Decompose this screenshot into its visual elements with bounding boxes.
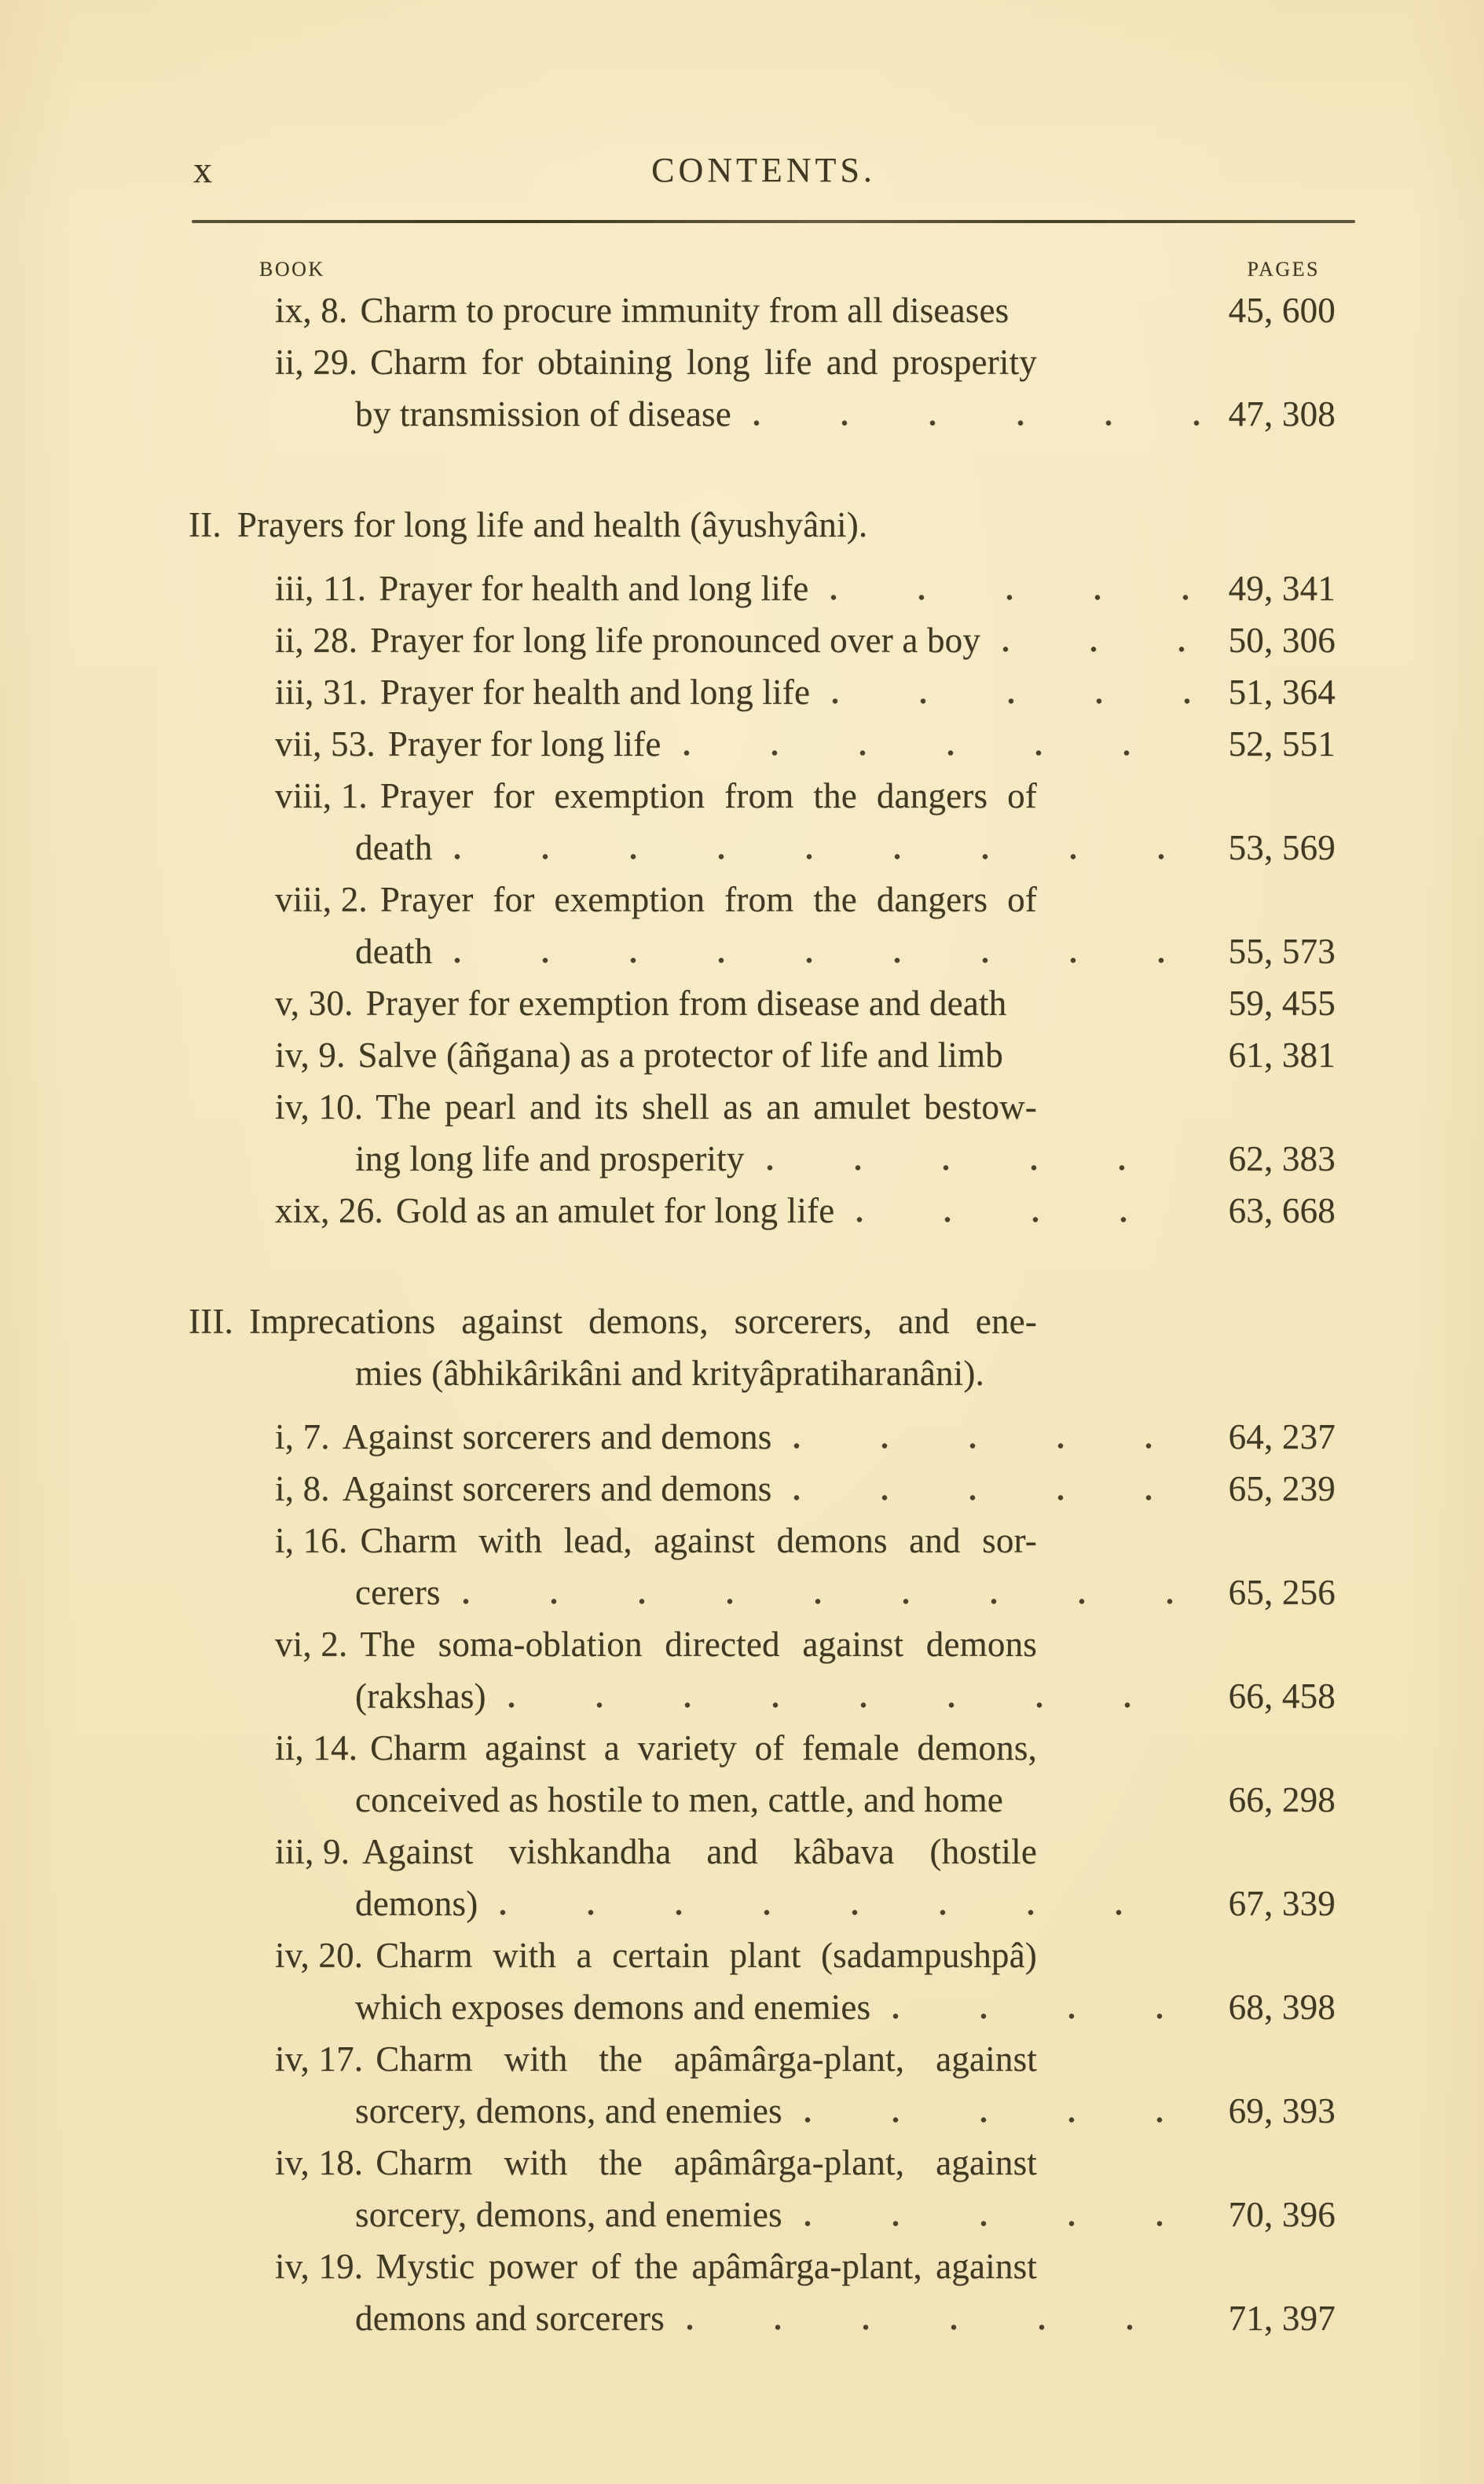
- entry-title: death: [355, 828, 433, 867]
- entry-title: sorcery, demons, and enemies: [355, 2091, 782, 2130]
- entry-ref: iv, 18.: [275, 2143, 364, 2182]
- toc-entry-line: [275, 666, 1336, 718]
- entry-ref: viii, 1.: [275, 776, 368, 815]
- entry-ref: iv, 17.: [275, 2039, 364, 2079]
- leader-dots: [793, 1495, 1201, 1500]
- toc-entry-line: [275, 1029, 1336, 1081]
- toc-entry-line: [275, 770, 1037, 822]
- entry-title: Charm against a variety of female demons,: [370, 1728, 1037, 1768]
- entry-pages: 52, 551: [1228, 724, 1336, 764]
- leader-dots: [683, 750, 1202, 756]
- toc-entry-line: [355, 388, 1336, 440]
- entry-ref: ix, 8.: [275, 291, 348, 330]
- column-header-book: BOOK: [259, 258, 325, 280]
- entry-title: by transmission of disease: [355, 394, 731, 434]
- entry-pages: 64, 237: [1228, 1417, 1336, 1456]
- entry-ref: ii, 14.: [275, 1728, 358, 1768]
- entry-ref: viii, 2.: [275, 880, 368, 919]
- entry-pages: 63, 668: [1228, 1191, 1336, 1230]
- toc-entry-line: [355, 2292, 1336, 2344]
- toc-entry-line: [275, 977, 1336, 1029]
- leader-dots: [454, 958, 1201, 963]
- entry-title: Charm with lead, against demons and sor-: [360, 1521, 1037, 1560]
- entry-ref: iv, 9.: [275, 1035, 346, 1075]
- toc-entry-line: [275, 1722, 1037, 1774]
- entry-title: Gold as an amulet for long life: [395, 1191, 835, 1230]
- entry-title: The soma-oblation directed against demons: [360, 1625, 1037, 1664]
- leader-dots: [463, 1599, 1202, 1604]
- page-header: [192, 143, 1336, 198]
- toc-entry-line: [355, 1774, 1336, 1826]
- leader-dots: [1031, 317, 1201, 322]
- entry-title: conceived as hostile to men, cattle, and home: [355, 1780, 1003, 1819]
- entry-ref: v, 30.: [275, 984, 354, 1023]
- leader-dots: [500, 1910, 1201, 1915]
- toc-entry-line: [355, 1878, 1336, 1929]
- entry-pages: 47, 308: [1228, 394, 1336, 434]
- section-heading-text: mies (âbhikârikâni and krityâpratiharanâni).: [355, 1354, 984, 1393]
- entry-pages: 62, 383: [1228, 1139, 1336, 1178]
- entry-ref: i, 7.: [275, 1417, 330, 1456]
- toc-entry-line: [275, 1929, 1037, 1981]
- entry-title: sorcery, demons, and enemies: [355, 2195, 782, 2234]
- toc-entry-line: [355, 1133, 1336, 1185]
- entry-pages: 55, 573: [1228, 932, 1336, 971]
- entry-title: Charm to procure immunity from all diseases: [360, 291, 1009, 330]
- entry-ref: ii, 29.: [275, 343, 358, 382]
- leader-dots: [804, 2221, 1202, 2226]
- leader-dots: [454, 854, 1201, 859]
- entry-title: death: [355, 932, 433, 971]
- toc-section-heading-line: [189, 499, 1336, 551]
- leader-dots: [793, 1443, 1201, 1449]
- leader-dots: [892, 2013, 1201, 2019]
- entry-pages: 69, 393: [1228, 2091, 1336, 2130]
- leader-dots: [856, 1217, 1201, 1222]
- entry-pages: 61, 381: [1228, 1035, 1336, 1075]
- entry-title: Against vishkandha and kâbava (hostile: [362, 1832, 1037, 1871]
- section-heading-text: Prayers for long life and health (âyushyâni).: [236, 505, 868, 544]
- toc-entry-line: [355, 1670, 1336, 1722]
- entry-pages: 66, 298: [1228, 1780, 1336, 1819]
- folio-number: x: [193, 149, 212, 191]
- entry-pages: 53, 569: [1228, 828, 1336, 867]
- entry-ref: iii, 9.: [275, 1832, 350, 1871]
- toc-entry-line: [275, 1185, 1336, 1237]
- table-of-contents: [0, 284, 1484, 2344]
- entry-title: Against sorcerers and demons: [342, 1469, 772, 1508]
- section-numeral: III.: [189, 1302, 234, 1341]
- toc-entry-line: [275, 562, 1336, 614]
- entry-pages: 45, 600: [1228, 291, 1336, 330]
- entry-pages: 67, 339: [1228, 1884, 1336, 1923]
- leader-dots: [830, 595, 1201, 600]
- leader-dots: [1002, 647, 1202, 652]
- toc-entry-line: [275, 1411, 1336, 1463]
- toc-section-heading-line: [189, 1295, 1037, 1347]
- toc-entry-line: [275, 874, 1037, 925]
- toc-entry-line: [275, 614, 1336, 666]
- entry-title: ing long life and prosperity: [355, 1139, 745, 1178]
- entry-title: The pearl and its shell as an amulet bestow-: [376, 1087, 1037, 1127]
- entry-title: Charm for obtaining long life and prosperity: [370, 343, 1037, 382]
- entry-ref: ii, 28.: [275, 621, 358, 660]
- entry-pages: 49, 341: [1228, 569, 1336, 608]
- toc-entry-line: [355, 1566, 1336, 1618]
- column-header-pages: PAGES: [1247, 258, 1320, 280]
- entry-pages: 65, 239: [1228, 1469, 1336, 1508]
- entry-title: Charm with the apâmârga-plant, against: [376, 2143, 1037, 2182]
- toc-entry-line: [275, 2240, 1037, 2292]
- entry-title: Against sorcerers and demons: [342, 1417, 772, 1456]
- toc-entry-line: [355, 2085, 1336, 2137]
- entry-title: Prayer for health and long life: [379, 672, 811, 712]
- entry-title: Salve (âñgana) as a protector of life and limb: [357, 1035, 1003, 1075]
- leader-dots: [753, 420, 1202, 426]
- entry-ref: iv, 19.: [275, 2247, 364, 2286]
- entry-title: Prayer for exemption from the dangers of: [379, 880, 1037, 919]
- toc-entry-line: [275, 1826, 1037, 1878]
- leader-dots: [1025, 1061, 1202, 1067]
- entry-title: Mystic power of the apâmârga-plant, against: [376, 2247, 1037, 2286]
- entry-pages: 50, 306: [1228, 621, 1336, 660]
- section-numeral: II.: [189, 505, 222, 544]
- entry-pages: 66, 458: [1228, 1676, 1336, 1716]
- entry-title: Prayer for long life pronounced over a boy: [370, 621, 981, 660]
- entry-title: demons): [355, 1884, 478, 1923]
- leader-dots: [1028, 1009, 1201, 1015]
- entry-ref: iii, 31.: [275, 672, 368, 712]
- page-title: CONTENTS.: [651, 151, 876, 189]
- entry-title: Prayer for long life: [387, 724, 661, 764]
- entry-ref: iii, 11.: [275, 569, 367, 608]
- entry-title: demons and sorcerers: [355, 2299, 665, 2338]
- section-heading-text: Imprecations against demons, sorcerers, and ene-: [249, 1302, 1037, 1341]
- entry-title: Charm with a certain plant (sadampushpâ): [376, 1936, 1037, 1975]
- leader-dots: [804, 2117, 1202, 2123]
- toc-section-heading-line: [355, 1347, 1336, 1399]
- toc-entry-line: [275, 1515, 1037, 1566]
- column-headers: [259, 256, 1320, 283]
- leader-dots: [1025, 1806, 1202, 1812]
- entry-pages: 65, 256: [1228, 1573, 1336, 1612]
- entry-pages: 59, 455: [1228, 984, 1336, 1023]
- entry-title: Prayer for health and long life: [379, 569, 809, 608]
- toc-entry-line: [275, 1463, 1336, 1515]
- entry-ref: iv, 10.: [275, 1087, 364, 1127]
- toc-entry-line: [275, 284, 1336, 336]
- entry-ref: i, 8.: [275, 1469, 330, 1508]
- toc-entry-line: [275, 718, 1336, 770]
- entry-ref: vii, 53.: [275, 724, 376, 764]
- toc-entry-line: [275, 1618, 1037, 1670]
- entry-pages: 70, 396: [1228, 2195, 1336, 2234]
- entry-title: which exposes demons and enemies: [355, 1988, 871, 2027]
- entry-title: Prayer for exemption from disease and death: [365, 984, 1007, 1023]
- header-rule: [192, 220, 1355, 223]
- entry-pages: 71, 397: [1228, 2299, 1336, 2338]
- toc-entry-line: [275, 336, 1037, 388]
- entry-title: Prayer for exemption from the dangers of: [379, 776, 1037, 815]
- toc-entry-line: [355, 2189, 1336, 2240]
- entry-ref: xix, 26.: [275, 1191, 383, 1230]
- toc-entry-line: [355, 1981, 1336, 2033]
- toc-entry-line: [355, 822, 1336, 874]
- toc-entry-line: [355, 925, 1336, 977]
- leader-dots: [508, 1702, 1202, 1708]
- leader-dots: [687, 2325, 1202, 2330]
- entry-title: Charm with the apâmârga-plant, against: [376, 2039, 1037, 2079]
- toc-entry-line: [275, 2033, 1037, 2085]
- leader-dots: [832, 698, 1201, 704]
- entry-title: (rakshas): [355, 1676, 486, 1716]
- entry-pages: 51, 364: [1228, 672, 1336, 712]
- entry-ref: i, 16.: [275, 1521, 348, 1560]
- toc-entry-line: [275, 1081, 1037, 1133]
- entry-pages: 68, 398: [1228, 1988, 1336, 2027]
- toc-entry-line: [275, 2137, 1037, 2189]
- entry-ref: vi, 2.: [275, 1625, 348, 1664]
- entry-title: cerers: [355, 1573, 441, 1612]
- entry-ref: iv, 20.: [275, 1936, 364, 1975]
- leader-dots: [767, 1165, 1202, 1171]
